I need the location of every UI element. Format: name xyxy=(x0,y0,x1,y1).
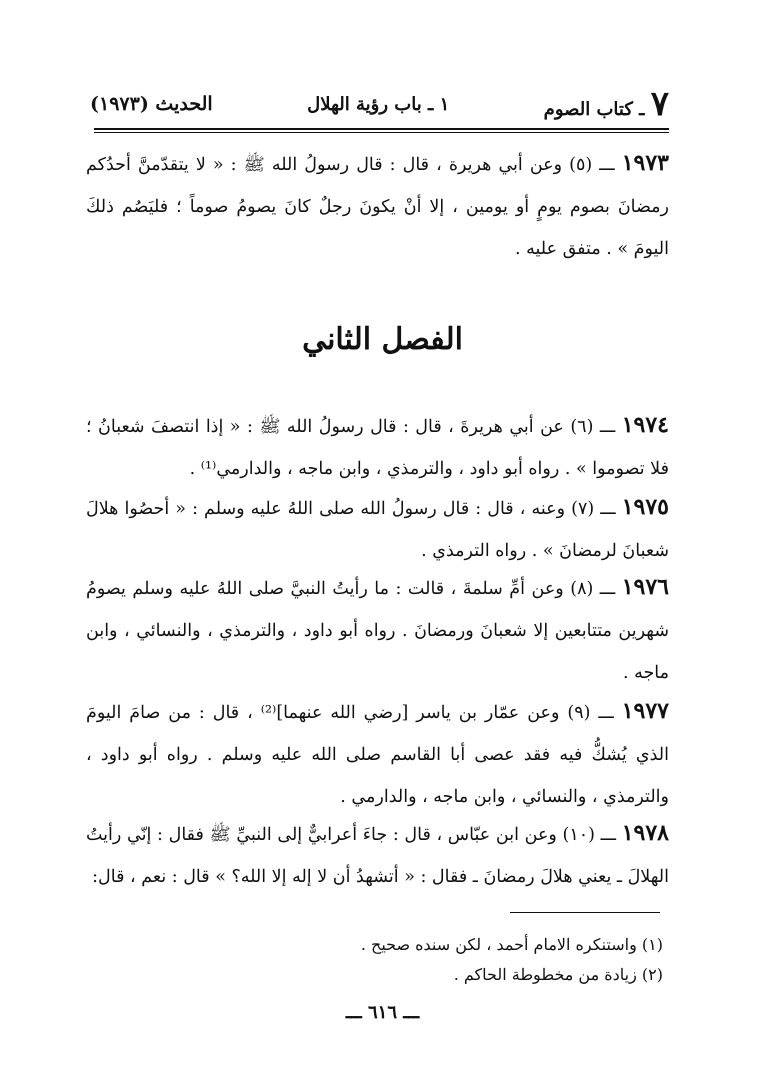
hadith-number: ١٩٧٤ xyxy=(621,412,669,438)
chapter-heading xyxy=(543,84,669,124)
hadith-text: ـــ (٥) وعن أبي هريرة ، قال : قال رسولُ الله ﷺ : « لا يتقدّمنَّ أحدُكم رمضانَ بصوم يومٍ أو يومين ، إلا أنْ يكونَ رجلٌ كانَ يصومُ صوماً ؛ فليَصُم ذلكَ اليومَ » . متفق عليه . xyxy=(86,155,669,259)
section-heading: ١ ـ باب رؤية الهلال xyxy=(307,93,450,115)
footnotes xyxy=(300,930,663,990)
hadith-number: ١٩٧٨ xyxy=(621,820,669,846)
hadith-number: ١٩٧٥ xyxy=(621,494,669,520)
page-number: ـــ ٦١٦ ـــ xyxy=(345,1002,420,1023)
hadith-number: ١٩٧٦ xyxy=(621,574,669,600)
hadith-1975 xyxy=(86,486,669,572)
footnote-2: (٢) زيادة من مخطوطة الحاكم . xyxy=(453,965,663,984)
chapter-title: ـ كتاب الصوم xyxy=(543,99,645,120)
hadith-number: ١٩٧٣ xyxy=(621,150,669,176)
hadith-text: ـــ (٦) عن أبي هريرةَ ، قال : قال رسولُ الله ﷺ : « إذا انتصفَ شعبانُ ؛ فلا تصوموا » . رواه أبو داود ، والترمذي ، وابن ماجه ، والدارمي⁽¹⁾ . xyxy=(86,417,669,479)
header-rule-thin xyxy=(94,132,669,133)
footnote-rule xyxy=(510,912,660,913)
hadith-reference: الحديث (١٩٧٣) xyxy=(90,93,213,115)
chapter-number: ٧ xyxy=(650,84,669,124)
footnote-1: (١) واستنكره الامام أحمد ، لكن سنده صحيح . xyxy=(360,935,663,954)
running-header xyxy=(90,84,669,124)
hadith-1973 xyxy=(86,142,669,270)
hadith-text: ـــ (٧) وعنه ، قال : قال رسولُ الله صلى اللهُ عليه وسلم : « أحصُوا هلالَ شعبانَ لرمضانَ » . رواه الترمذي . xyxy=(86,499,669,561)
hadith-number: ١٩٧٧ xyxy=(621,698,669,724)
section-title: الفصل الثاني xyxy=(302,322,463,357)
header-rule xyxy=(94,128,669,130)
hadith-text: ـــ (١٠) وعن ابن عبّاس ، قال : جاءَ أعرابيٌّ إلى النبيِّ ﷺ فقال : إنّي رأيتُ الهلالَ ـ يعني هلالَ رمضانَ ـ فقال : « أتشهدُ أن لا إله إلا الله؟ » قال : نعم ، قال: xyxy=(86,825,669,887)
hadith-1978 xyxy=(86,812,669,898)
hadith-text: ـــ (٨) وعن أمِّ سلمةَ ، قالت : ما رأيتُ النبيَّ صلى اللهُ عليه وسلم يصومُ شهرين متتابعين إلا شعبانَ ورمضانَ . رواه أبو داود ، والترمذي ، والنسائي ، وابن ماجه . xyxy=(86,579,669,683)
hadith-text: ـــ (٩) وعن عمّار بن ياسر [رضي الله عنهما]⁽²⁾ ، قال : من صامَ اليومَ الذي يُشكُّ فيه فقد عصى أبا القاسم صلى الله عليه وسلم . رواه أبو داود ، والترمذي ، والنسائي ، وابن ماجه ، والدارمي . xyxy=(86,703,669,807)
hadith-1977 xyxy=(86,690,669,818)
hadith-1974 xyxy=(86,404,669,490)
hadith-1976 xyxy=(86,566,669,694)
